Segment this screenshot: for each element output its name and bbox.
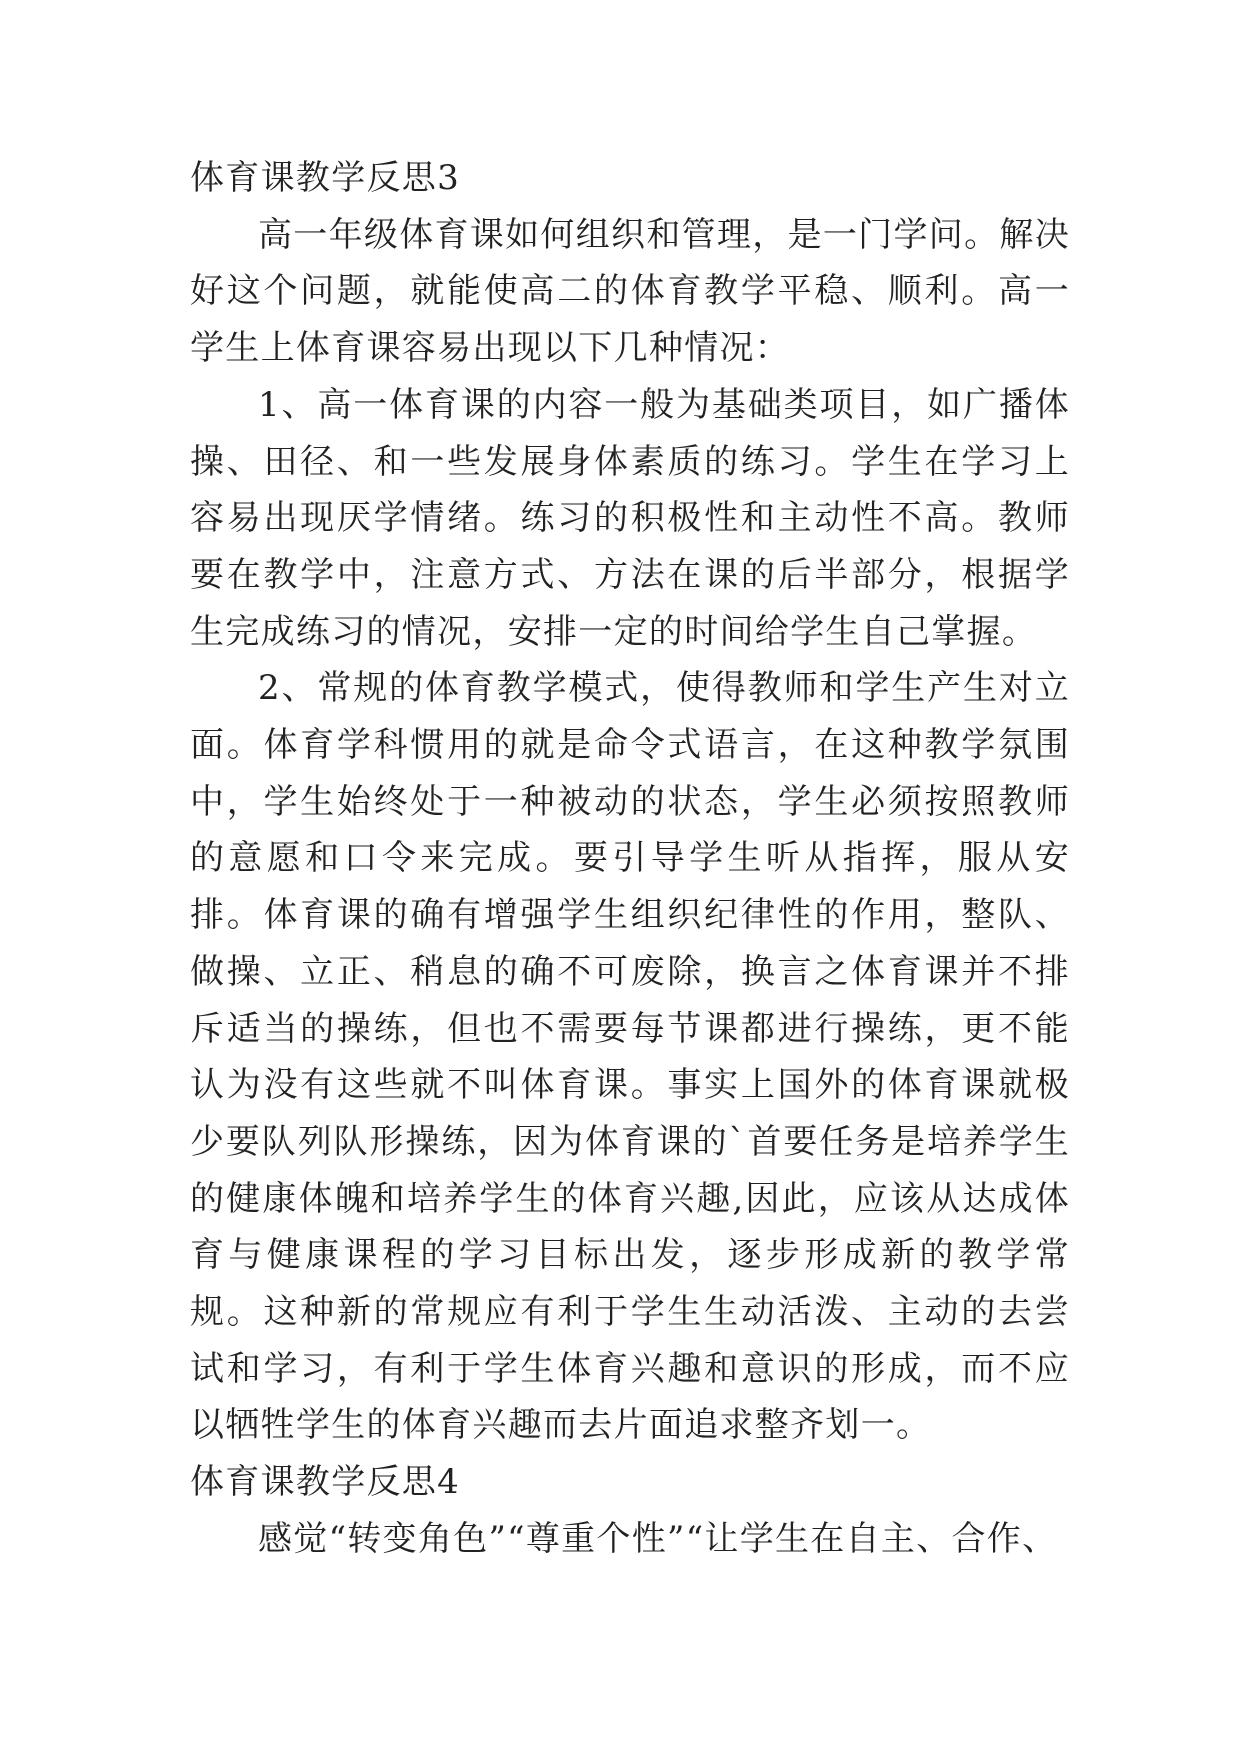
document-body: [190, 150, 1070, 1568]
paragraph: 高一年级体育课如何组织和管理，是一门学问。解决好这个问题，就能使高二的体育教学平稳、顺利。高一学生上体育课容易出现以下几种情况：: [190, 214, 1070, 369]
paragraph: 2、常规的体育教学模式，使得教师和学生产生对立面。体育学科惯用的就是命令式语言，在这种教学氛围中，学生始终处于一种被动的状态，学生必须按照教师的意愿和口令来完成。要引导学生听从指挥，服从安排。体育课的确有增强学生组织纪律性的作用，整队、做操、立正、稍息的确不可废除，换言之体育课并不排斥适当的操练，但也不需要每节课都进行操练，更不能认为没有这些就不叫体育课。事实上国外的体育课就极少要队列队形操练，因为体育课的`首要任务是培养学生的健康体魄和培养学生的体育兴趣,因此，应该从达成体育与健康课程的学习目标出发，逐步形成新的教学常规。这种新的常规应有利于学生生动活泼、主动的去尝试和学习，有利于学生体育兴趣和意识的形成，而不应以牺牲学生的体育兴趣而去片面追求整齐划一。: [190, 668, 1070, 1446]
paragraph: 1、高一体育课的内容一般为基础类项目，如广播体操、田径、和一些发展身体素质的练习。学生在学习上容易出现厌学情绪。练习的积极性和主动性不高。教师要在教学中，注意方式、方法在课的后半部分，根据学生完成练习的情况，安排一定的时间给学生自己掌握。: [190, 384, 1070, 652]
paragraph: 感觉“转变角色”“尊重个性”“让学生在自主、合作、: [258, 1518, 1058, 1559]
section-heading: 体育课教学反思3: [190, 158, 461, 198]
section-heading: 体育课教学反思4: [190, 1462, 461, 1503]
